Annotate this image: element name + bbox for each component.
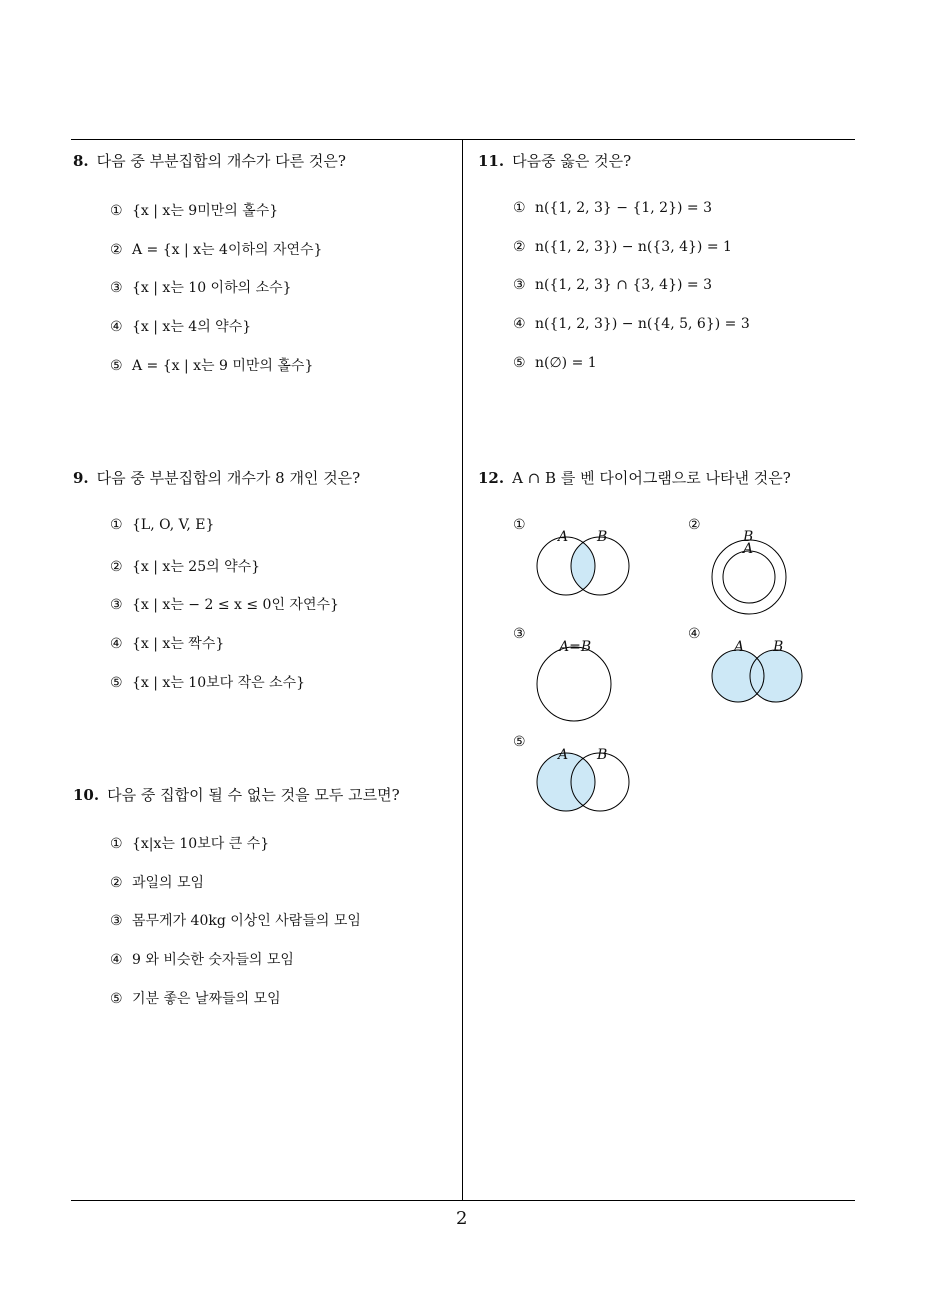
q9-option-2[interactable]: ② {x | x는 25의 약수} [110,559,261,575]
question-12-title [478,467,791,488]
q9-option-5[interactable]: ⑤ {x | x는 10보다 작은 소수} [110,675,306,691]
q10-option-3[interactable]: ③ 몸무게가 40kg 이상인 사람들의 모임 [110,913,361,929]
question-number: 8. [73,152,89,170]
q10-option-1[interactable]: ① {x|x는 10보다 큰 수} [110,836,270,852]
bottom-rule [71,1200,855,1201]
venn-4-label-b: B [773,639,784,655]
question-number: 12. [478,469,505,487]
question-text: A ∩ B 를 벤 다이어그램으로 나타낸 것은? [512,469,791,487]
q12-option-2-mark[interactable]: ② [688,517,701,533]
q10-option-4[interactable]: ④ 9 와 비슷한 숫자들의 모임 [110,952,294,968]
venn-1-label-b: B [597,529,608,545]
q10-option-5[interactable]: ⑤ 기분 좋은 날짜들의 모임 [110,991,281,1007]
question-number: 10. [73,786,100,804]
q9-option-1[interactable]: ① {L, O, V, E} [110,517,215,533]
question-10-title [73,784,400,805]
venn-diagram-4[interactable] [705,638,815,713]
q8-option-5[interactable]: ⑤ A = {x | x는 9 미만의 홀수} [110,358,314,374]
venn-2-label-b: B [743,529,754,545]
q8-option-1[interactable]: ① {x | x는 9미만의 홀수} [110,203,279,219]
set-ab-circle [537,647,611,721]
venn-2-label-a: A [743,541,754,557]
q11-option-4[interactable]: ④ n({1, 2, 3}) − n({4, 5, 6}) = 3 [513,316,750,332]
q8-option-4[interactable]: ④ {x | x는 4의 약수} [110,319,252,335]
question-11-title [478,150,631,171]
column-divider [462,139,463,1201]
q9-option-3[interactable]: ③ {x | x는 − 2 ≤ x ≤ 0인 자연수} [110,597,339,613]
question-text: 다음중 옳은 것은? [512,152,632,170]
q11-option-1[interactable]: ① n({1, 2, 3} − {1, 2}) = 3 [513,200,712,216]
q11-option-2[interactable]: ② n({1, 2, 3}) − n({3, 4}) = 1 [513,239,732,255]
q10-option-2[interactable]: ② 과일의 모임 [110,875,205,891]
q8-option-3[interactable]: ③ {x | x는 10 이하의 소수} [110,280,292,296]
venn-diagram-5[interactable] [530,744,640,819]
venn-5-label-b: B [597,747,608,763]
question-text: 다음 중 부분집합의 개수가 8 개인 것은? [96,469,361,487]
question-number: 9. [73,469,89,487]
q12-option-5-mark[interactable]: ⑤ [513,734,526,750]
q12-option-3-mark[interactable]: ③ [513,626,526,642]
top-rule [71,139,855,140]
q8-option-2[interactable]: ② A = {x | x는 4이하의 자연수} [110,242,323,258]
venn-1-label-a: A [558,529,569,545]
venn-diagram-1[interactable] [530,528,640,603]
question-text: 다음 중 부분집합의 개수가 다른 것은? [96,152,346,170]
q11-option-5[interactable]: ⑤ n(∅) = 1 [513,355,597,371]
question-text: 다음 중 집합이 될 수 없는 것을 모두 고르면? [107,786,400,804]
q11-option-3[interactable]: ③ n({1, 2, 3} ∩ {3, 4}) = 3 [513,277,712,293]
q12-option-1-mark[interactable]: ① [513,517,526,533]
q12-option-4-mark[interactable]: ④ [688,626,701,642]
set-a-circle [723,551,775,603]
venn-3-label-ab: A=B [559,639,592,655]
venn-5-label-a: A [558,747,569,763]
question-number: 11. [478,152,505,170]
question-9-title [73,467,360,488]
question-8-title [73,150,346,171]
venn-4-label-a: A [734,639,745,655]
q9-option-4[interactable]: ④ {x | x는 짝수} [110,636,225,652]
page-number: 2 [456,1208,468,1229]
